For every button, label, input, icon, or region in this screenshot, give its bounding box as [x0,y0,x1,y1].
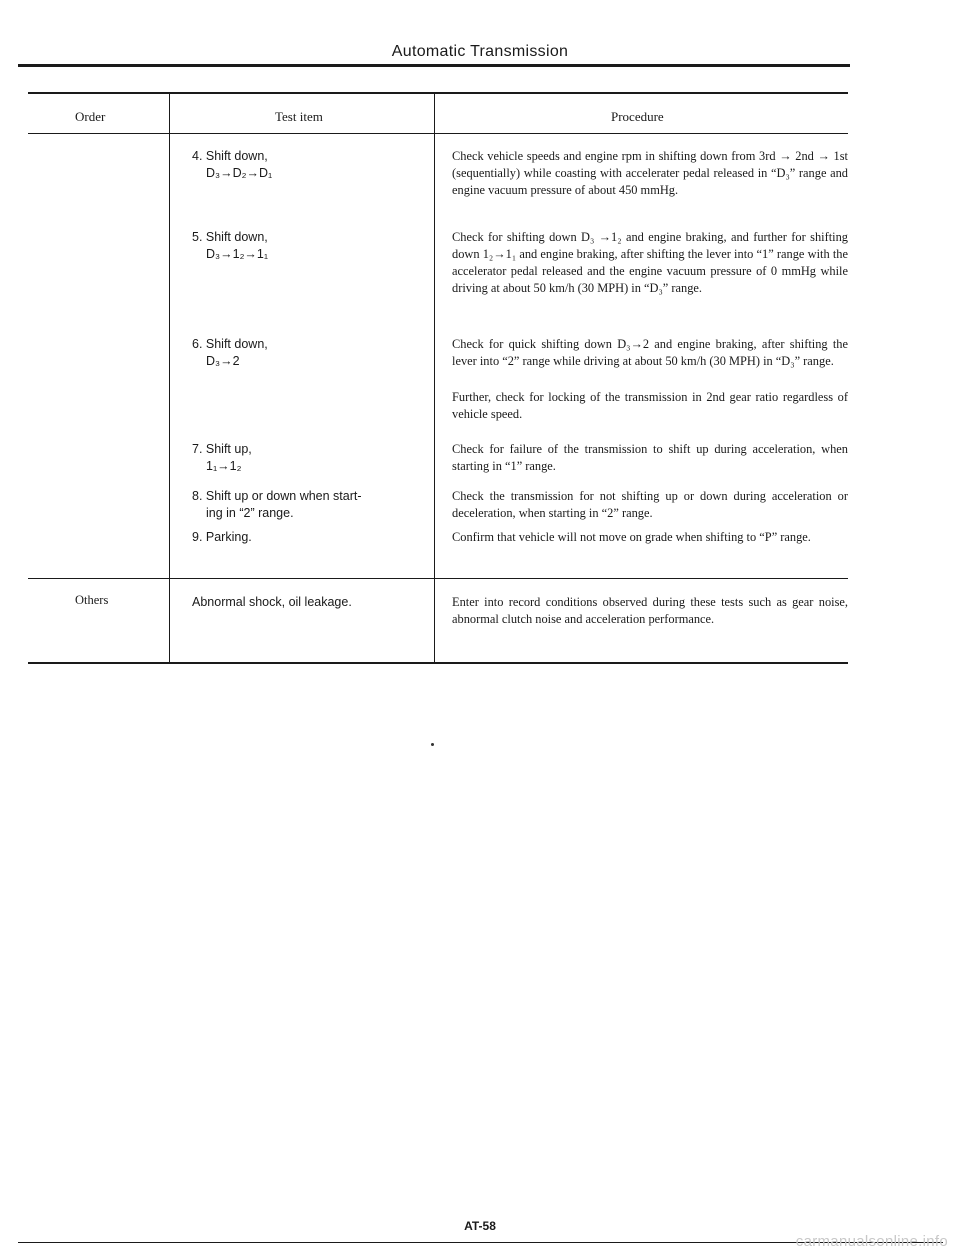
column-header-test-item: Test item [275,109,323,124]
test-item-7-title: 7. Shift up, [192,442,252,456]
page-number: AT-58 [464,1219,496,1233]
test-item-others: Abnormal shock, oil leakage. [192,595,352,609]
test-item-6-sequence: D₃→2 [206,354,240,368]
test-item-8 [192,488,432,522]
procedure-5: Check for shifting down D₃ →1₂ and engine braking, and further for shifting down 1₂→1₁ and engine braking, after shifting the lever into “1” range with the accelerator pedal released and the engine vacuum pressure of 0 mmHg while driving at about 50 km/h (30 MPH) in “D₃” range. [452,230,848,295]
test-item-5 [192,229,432,263]
column-divider-1 [169,92,170,664]
column-head-rule [28,133,848,134]
table-bottom-rule [28,662,848,664]
test-item-8-title: 8. Shift up or down when start- [192,489,362,503]
procedure-4: Check vehicle speeds and engine rpm in shifting down from 3rd → 2nd → 1st (sequentially) while coasting with accelerater pedal released in “D₃” range and engine vacuum pressure of about 450 mmHg. [452,149,848,197]
test-item-6 [192,336,432,370]
print-speck [431,743,434,746]
procedure-6-extra: Further, check for locking of the transmission in 2nd gear ratio regardless of vehicle speed. [452,390,848,421]
procedure-6: Check for quick shifting down D₃→2 and engine braking, after shifting the lever into “2” range while driving at about 50 km/h (30 MPH) in “D₃” range. [452,337,848,368]
procedure-8: Check the transmission for not shifting up or down during acceleration or deceleration, when starting in “2” range. [452,489,848,520]
test-item-7 [192,441,432,475]
procedure-others: Enter into record conditions observed during these tests such as gear noise, abnormal clutch noise and acceleration performance. [452,595,848,626]
column-header-order: Order [75,109,106,124]
procedure-7: Check for failure of the transmission to shift up during acceleration, when starting in “1” range. [452,442,848,473]
test-item-9-title: 9. Parking. [192,530,252,544]
procedure-9: Confirm that vehicle will not move on grade when shifting to “P” range. [452,530,811,544]
test-item-4-sequence: D₃→D₂→D₁ [206,166,273,180]
order-others: Others [75,593,109,607]
test-item-5-sequence: D₃→1₂→1₁ [206,247,269,261]
test-item-4-title: 4. Shift down, [192,149,268,163]
test-item-5-title: 5. Shift down, [192,230,268,244]
test-item-4 [192,148,432,182]
others-divider-rule [28,578,848,579]
page-title: Automatic Transmission [391,43,569,60]
table-top-rule [28,92,848,94]
watermark: carmanualsonline.info [795,1233,948,1250]
test-item-7-sequence: 1₁→1₂ [206,459,242,473]
column-divider-2 [434,92,435,664]
column-header-procedure: Procedure [611,109,664,124]
header-rule [18,64,850,67]
test-item-6-title: 6. Shift down, [192,337,268,351]
test-item-8-detail: ing in “2” range. [206,506,294,520]
test-item-9 [192,529,432,546]
